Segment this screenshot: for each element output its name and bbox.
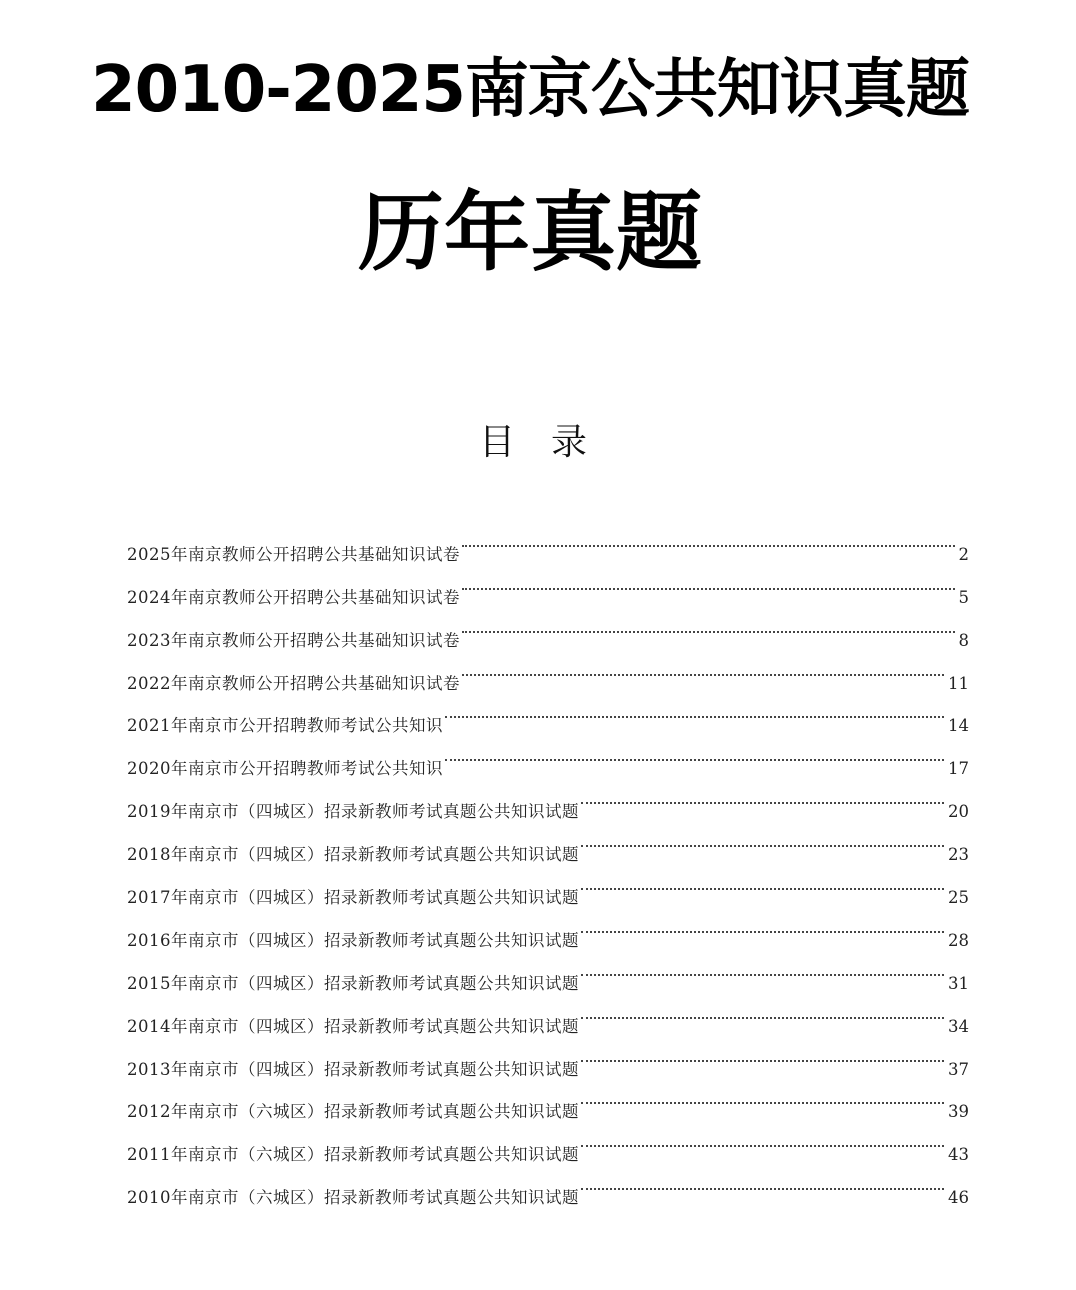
toc-entry-title: 2010年南京市（六城区）招录新教师考试真题公共知识试题 [127,1188,579,1208]
dot-leader [581,946,944,989]
dot-leader [581,774,944,817]
toc-entry-title: 2022年南京教师公开招聘公共基础知识试卷 [127,673,460,693]
toc-heading: 目录 [478,422,623,463]
toc-entry-page: 34 [948,1016,969,1036]
toc-entry-title: 2012年南京市（六城区）招录新教师考试真题公共知识试题 [127,1102,579,1122]
dot-leader [581,817,944,860]
toc-entry-page: 5 [958,587,969,607]
toc-entry-page: 39 [948,1102,969,1122]
dot-leader [581,1117,944,1160]
main-title: 2010-2025南京公共知识真题 [91,53,969,127]
toc-entry-title: 2024年南京教师公开招聘公共基础知识试卷 [127,587,460,607]
dot-leader [581,860,944,903]
dot-leader [462,517,955,560]
dot-leader [581,903,944,946]
sub-title: 历年真题 [358,183,702,283]
dot-leader [462,560,955,603]
toc-entry-title: 2025年南京教师公开招聘公共基础知识试卷 [127,544,460,564]
toc-entry-page: 31 [948,973,969,993]
toc-entry-title: 2020年南京市公开招聘教师考试公共知识 [127,759,443,779]
toc-entry[interactable] [127,517,969,564]
toc-entry-page: 14 [948,716,969,736]
dot-leader [445,689,944,732]
toc-entry-page: 2 [958,544,969,564]
toc-entry-page: 8 [958,630,969,650]
dot-leader [581,1032,944,1075]
toc-entry-page: 11 [948,673,969,693]
toc-entry-title: 2018年南京市（四城区）招录新教师考试真题公共知识试题 [127,845,579,865]
toc-entry-title: 2019年南京市（四城区）招录新教师考试真题公共知识试题 [127,802,579,822]
toc-entry-page: 25 [948,888,969,908]
toc-entry-page: 20 [948,802,969,822]
dot-leader [445,731,944,774]
toc-entry-page: 17 [948,759,969,779]
toc-entry-page: 37 [948,1059,969,1079]
toc-entry-page: 43 [948,1145,969,1165]
toc-entry-title: 2013年南京市（四城区）招录新教师考试真题公共知识试题 [127,1059,579,1079]
toc-entry-page: 28 [948,930,969,950]
toc-entry-page: 23 [948,845,969,865]
dot-leader [462,603,955,646]
toc-entry-page: 46 [948,1188,969,1208]
toc-entry-title: 2011年南京市（六城区）招录新教师考试真题公共知识试题 [127,1145,579,1165]
toc-entry-title: 2023年南京教师公开招聘公共基础知识试卷 [127,630,460,650]
dot-leader [462,646,944,689]
dot-leader [581,1075,944,1118]
dot-leader [581,989,944,1032]
toc-entry-title: 2021年南京市公开招聘教师考试公共知识 [127,716,443,736]
dot-leader [581,1160,944,1203]
toc-entry-title: 2016年南京市（四城区）招录新教师考试真题公共知识试题 [127,930,579,950]
table-of-contents [127,517,969,1208]
toc-entry-title: 2014年南京市（四城区）招录新教师考试真题公共知识试题 [127,1016,579,1036]
toc-entry-title: 2015年南京市（四城区）招录新教师考试真题公共知识试题 [127,973,579,993]
toc-entry-title: 2017年南京市（四城区）招录新教师考试真题公共知识试题 [127,888,579,908]
